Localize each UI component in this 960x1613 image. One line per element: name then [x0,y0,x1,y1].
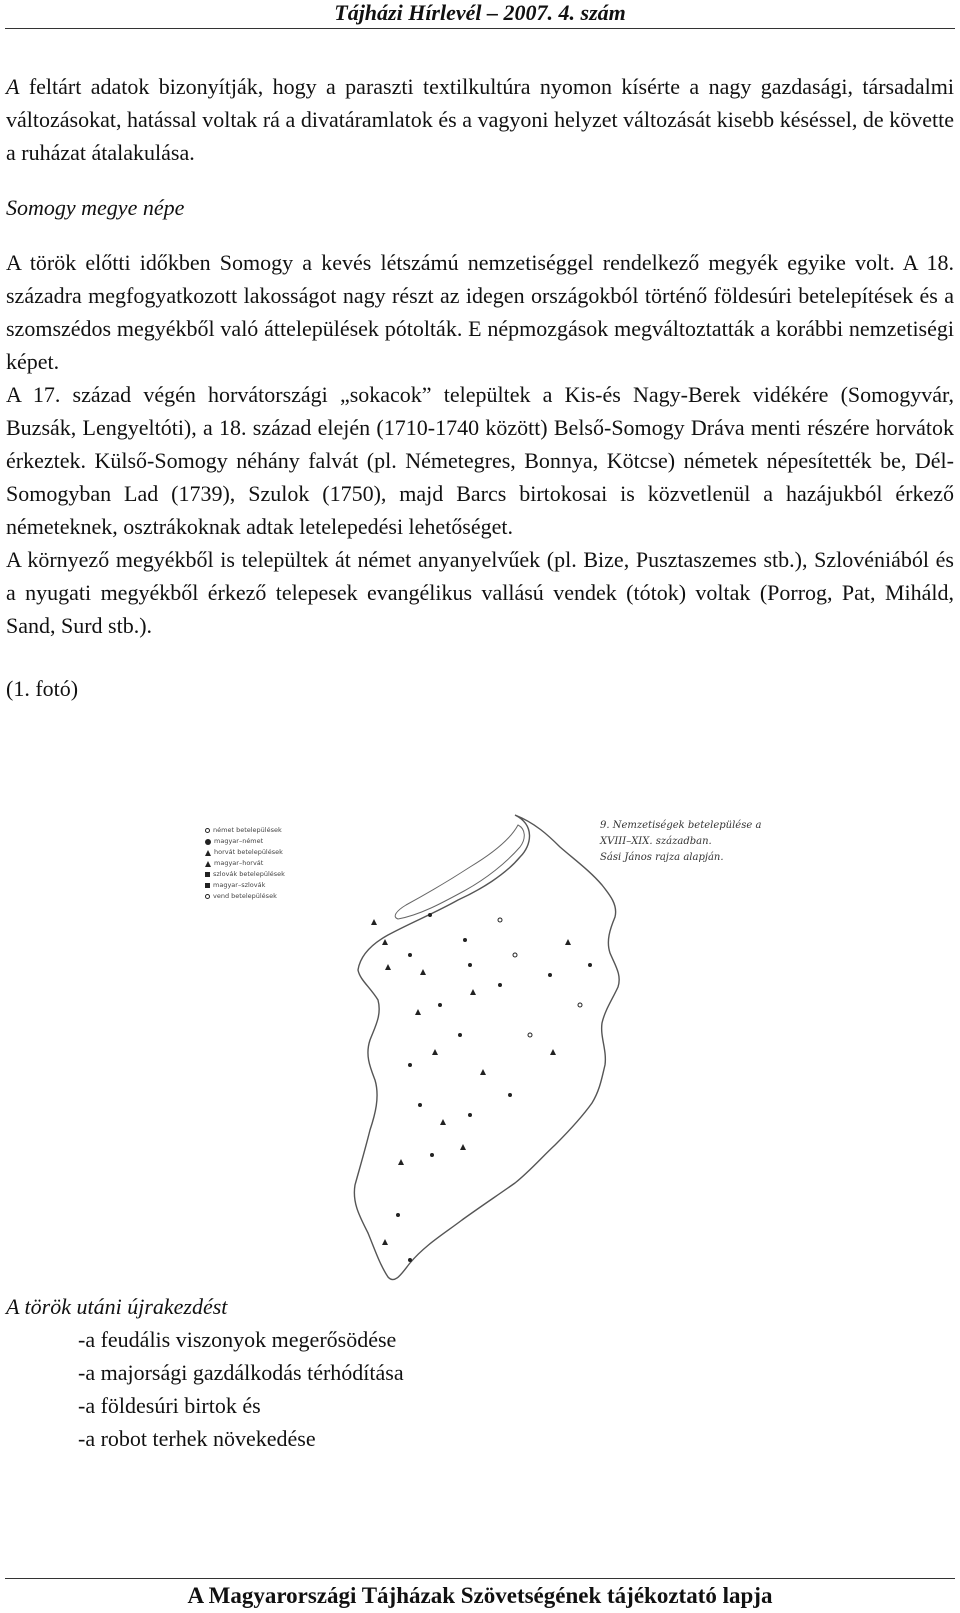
list-item: -a robot terhek növekedése [78,1426,316,1451]
marker [428,913,432,917]
legend-row: horvát betelepülések [205,847,325,858]
section-paragraph-2: A 17. század végén horvátországi „sokacok” települtek a Kis-és Nagy-Berek vidékére (Somogyvár, Buzsák, Lengyeltóti), a 18. század elején (1710-1740 között) Belső-Somogy Dráva menti részére horvátok érkeztek. Külső-Somogy néhány falvát (pl. Németegres, Bonnya, Kötcse) németek népesítették be, Dél-Somogyban Lad (1739), Szulok (1750), majd Barcs birtokosai is közvetlenül a hazájukból érkező németeknek, osztrákoknak adtak letelepedési lehetőséget. [6,382,954,539]
footer-text: A Magyarországi Tájházak Szövetségének tájékoztató lapja [187,1583,773,1608]
legend-row: magyar–szlovák [205,880,325,891]
marker [438,1003,442,1007]
intro-initial: A [6,74,20,99]
marker [385,964,391,970]
marker [470,989,476,995]
legend-row: magyar–horvát [205,858,325,869]
marker [396,1213,400,1217]
legend-row: vend betelepülések [205,891,325,902]
marker [460,1144,466,1150]
marker [550,1049,556,1055]
marker [420,969,426,975]
marker [468,1113,472,1117]
marker [528,1033,532,1037]
marker [408,1258,412,1262]
marker [382,939,388,945]
marker [498,918,502,922]
marker [415,1009,421,1015]
list-item: -a majorsági gazdálkodás térhódítása [78,1360,404,1385]
lower-heading: A török utáni újrakezdést [6,1294,228,1319]
legend-ring-icon [205,828,210,833]
newsletter-header [0,0,960,30]
section-paragraph-3: A környező megyékből is települtek át német anyanyelvűek (pl. Bize, Pusztaszemes stb.), Szlovéniából és a nyugati megyékből érkező telepesek evangélikus vallású vendek (tótok) voltak (Porrog, Pat, Miháld, Sand, Surd stb.). [6,547,954,638]
marker [430,1153,434,1157]
article-body [6,70,954,705]
header-divider [5,28,955,29]
intro-text: feltárt adatok bizonyítják, hogy a paraszti textilkultúra nyomon kísérte a nagy gazdasági, társadalmi változásokat, hatással voltak rá a divatáramlatok és a vagyoni helyzet változását kisebb késéssel, de követte a ruházat átalakulása. [6,74,954,165]
section-paragraph-1: A török előtti időkben Somogy a kevés létszámú nemzetiséggel rendelkező megyék egyike volt. A 18. századra megfogyatkozott lakosságot nagy részt az idegen országokból történő földesúri betelepítések és a szomszédos megyékből való áttelepülések pótolták. E népmozgások megváltoztatták a korábbi nemzetiségi képet. [6,250,954,374]
list-item: -a feudális viszonyok megerősödése [78,1327,397,1352]
map-legend [205,825,325,902]
legend-dot-icon [205,839,211,845]
section-heading: Somogy megye népe [6,195,185,220]
legend-row: szlovák betelepülések [205,869,325,880]
legend-row: német betelepülések [205,825,325,836]
marker [371,919,377,925]
legend-square-icon [205,883,210,888]
marker [498,983,502,987]
photo-label: (1. fotó) [6,676,79,701]
map-caption-line: XVIII–XIX. században. [600,836,712,847]
footer-divider [5,1578,955,1579]
map-caption [600,818,790,866]
legend-triangle-icon [205,861,211,867]
marker [508,1093,512,1097]
bullet-list [6,1323,954,1455]
marker [548,973,552,977]
marker [468,963,472,967]
map-caption-line: Sási János rajza alapján. [600,852,724,863]
list-item: -a földesúri birtok és [78,1393,261,1418]
county-outline [354,815,619,1280]
settlement-markers [371,913,592,1262]
legend-triangle-icon [205,850,211,856]
marker [432,1049,438,1055]
marker [408,953,412,957]
legend-row: magyar–német [205,836,325,847]
map-caption-line: 9. Nemzetiségek betelepülése a [600,820,762,831]
footer [0,1582,960,1610]
marker [398,1159,404,1165]
intro-paragraph [6,70,954,169]
marker [440,1119,446,1125]
marker [480,1069,486,1075]
marker [463,938,467,942]
marker [565,939,571,945]
marker [418,1103,422,1107]
marker [458,1033,462,1037]
marker [382,1239,388,1245]
marker [588,963,592,967]
newsletter-title: Tájházi Hírlevél – 2007. 4. szám [334,0,626,25]
marker [513,953,517,957]
lower-section [6,1290,954,1455]
marker [578,1003,582,1007]
legend-ring-icon [205,894,210,899]
legend-square-icon [205,872,210,877]
marker [408,1063,412,1067]
